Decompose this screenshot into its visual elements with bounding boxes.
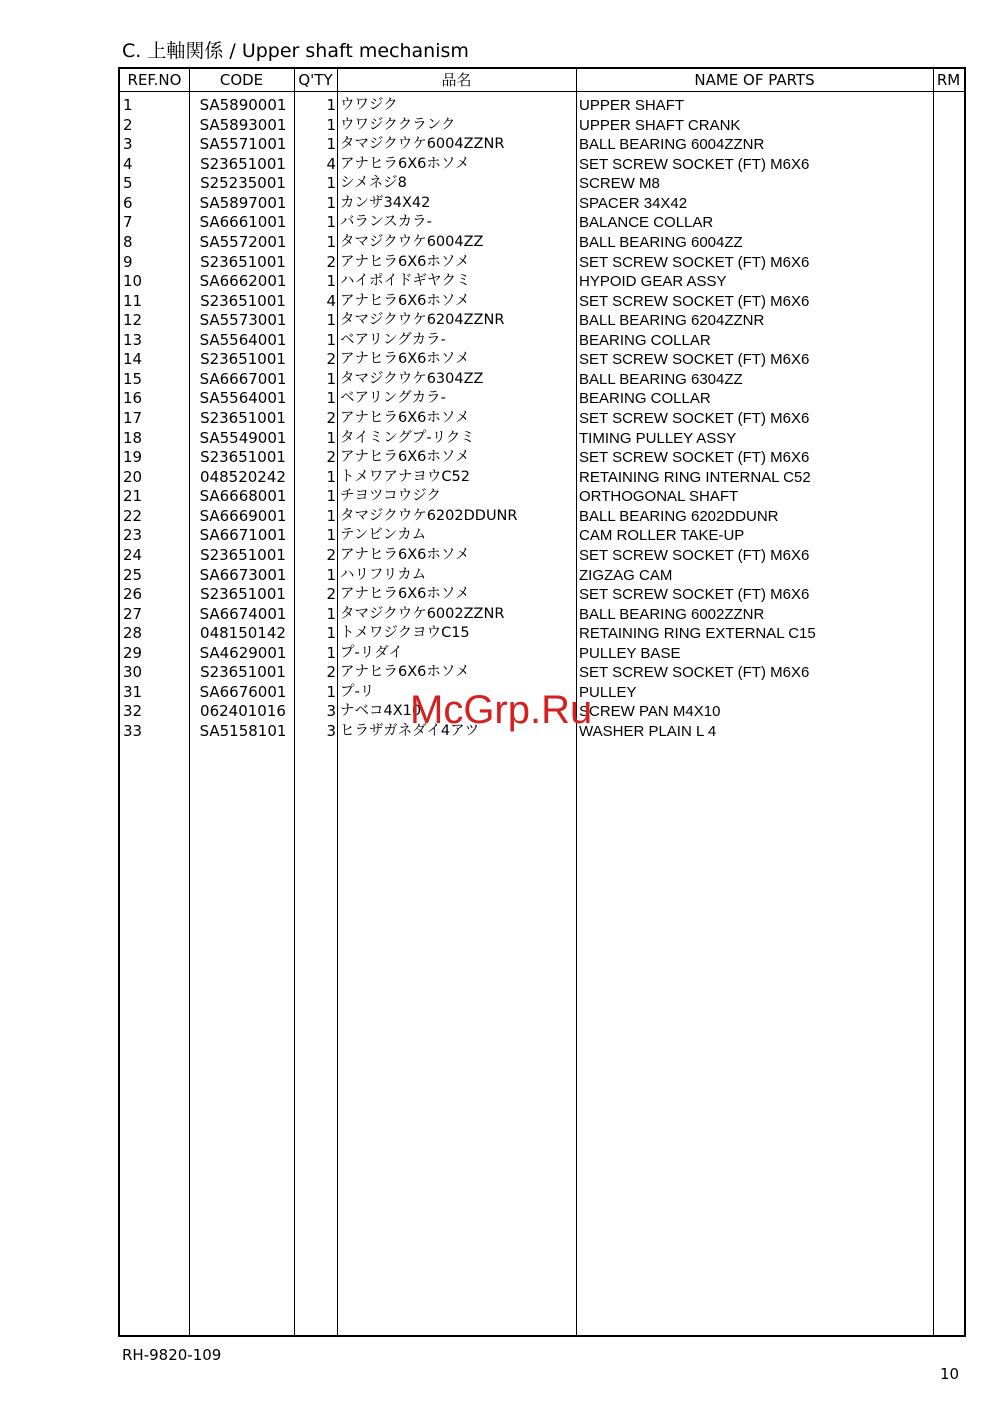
en-name-cell: PULLEY BASE bbox=[579, 644, 681, 662]
qty-cell: 1 bbox=[326, 369, 336, 388]
table-row bbox=[120, 429, 964, 449]
qty-cell: 1 bbox=[326, 213, 336, 232]
code-cell: SA6671001 bbox=[199, 526, 287, 545]
table-row bbox=[120, 507, 964, 527]
table-row bbox=[120, 331, 964, 351]
table-row bbox=[120, 546, 964, 566]
qty-cell: 1 bbox=[326, 96, 336, 114]
qty-cell: 1 bbox=[326, 565, 336, 584]
ref-cell: 10 bbox=[123, 272, 143, 291]
jp-name-cell: ヒラザガネダイ4アツ bbox=[340, 723, 480, 739]
en-name-cell: SCREW PAN M4X10 bbox=[579, 703, 721, 721]
table-row bbox=[120, 311, 964, 331]
code-cell: SA6674001 bbox=[199, 604, 287, 623]
code-cell: SA6662001 bbox=[199, 272, 287, 291]
en-name-cell: SET SCREW SOCKET (FT) M6X6 bbox=[579, 546, 810, 564]
en-name-cell: SET SCREW SOCKET (FT) M6X6 bbox=[579, 253, 810, 271]
ref-cell: 28 bbox=[123, 624, 143, 643]
qty-cell: 1 bbox=[326, 272, 336, 291]
code-cell: SA6668001 bbox=[199, 487, 287, 506]
table-row bbox=[120, 96, 964, 116]
code-cell: S23651001 bbox=[200, 448, 286, 467]
table-row bbox=[120, 624, 964, 644]
jp-name-cell: チヨツコウジク bbox=[340, 488, 441, 505]
ref-cell: 22 bbox=[123, 506, 143, 525]
table-row bbox=[120, 272, 964, 292]
jp-name-cell: ハリフリカム bbox=[340, 566, 427, 583]
code-cell: S23651001 bbox=[200, 291, 286, 310]
table-row bbox=[120, 174, 964, 194]
table-row bbox=[120, 487, 964, 507]
en-name-cell: SET SCREW SOCKET (FT) M6X6 bbox=[579, 449, 810, 467]
table-row bbox=[120, 213, 964, 233]
table-row bbox=[120, 605, 964, 625]
jp-name-cell: カンザ34X42 bbox=[340, 194, 431, 211]
en-name-cell: RETAINING RING INTERNAL C52 bbox=[579, 468, 811, 486]
code-cell: S23651001 bbox=[200, 154, 286, 173]
en-name-cell: BALL BEARING 6004ZZ bbox=[579, 233, 743, 251]
qty-cell: 1 bbox=[326, 311, 336, 330]
jp-name-cell: ナベコ4X10 bbox=[340, 703, 422, 720]
table-row bbox=[120, 526, 964, 546]
en-name-cell: SET SCREW SOCKET (FT) M6X6 bbox=[579, 664, 810, 682]
ref-cell: 31 bbox=[123, 682, 143, 701]
en-name-cell: ZIGZAG CAM bbox=[579, 566, 673, 584]
table-row bbox=[120, 350, 964, 370]
qty-cell: 2 bbox=[326, 448, 336, 467]
en-name-cell: HYPOID GEAR ASSY bbox=[579, 273, 727, 291]
code-cell: S23651001 bbox=[200, 350, 286, 369]
code-cell: SA5571001 bbox=[199, 135, 287, 154]
code-cell: SA4629001 bbox=[199, 643, 287, 662]
qty-cell: 1 bbox=[326, 174, 336, 193]
en-name-cell: SET SCREW SOCKET (FT) M6X6 bbox=[579, 292, 810, 310]
ref-cell: 24 bbox=[123, 545, 143, 564]
jp-name-cell: トメワアナヨウC52 bbox=[340, 468, 470, 485]
qty-cell: 1 bbox=[326, 135, 336, 154]
qty-cell: 3 bbox=[326, 702, 336, 721]
qty-cell: 1 bbox=[326, 643, 336, 662]
en-name-cell: SET SCREW SOCKET (FT) M6X6 bbox=[579, 155, 810, 173]
ref-cell: 20 bbox=[123, 467, 143, 486]
ref-cell: 3 bbox=[123, 135, 133, 154]
ref-cell: 13 bbox=[123, 330, 143, 349]
document-code: RH-9820-109 bbox=[122, 1346, 222, 1364]
code-cell: SA5564001 bbox=[199, 389, 287, 408]
qty-cell: 1 bbox=[326, 389, 336, 408]
qty-cell: 1 bbox=[326, 330, 336, 349]
jp-name-cell: アナヒラ6X6ホソメ bbox=[340, 253, 470, 270]
ref-cell: 11 bbox=[123, 291, 143, 310]
code-cell: SA6673001 bbox=[199, 565, 287, 584]
table-row bbox=[120, 194, 964, 214]
en-name-cell: BALL BEARING 6202DDUNR bbox=[579, 507, 779, 525]
en-name-cell: TIMING PULLEY ASSY bbox=[579, 429, 737, 447]
jp-name-cell: アナヒラ6X6ホソメ bbox=[340, 155, 470, 172]
header-jp-name: 品名 bbox=[441, 71, 472, 89]
jp-name-cell: ハイポイドギヤクミ bbox=[340, 273, 471, 290]
ref-cell: 26 bbox=[123, 585, 143, 604]
code-cell: SA6669001 bbox=[199, 506, 287, 525]
code-cell: S25235001 bbox=[200, 174, 286, 193]
ref-cell: 30 bbox=[123, 663, 143, 682]
ref-cell: 19 bbox=[123, 448, 143, 467]
table-row bbox=[120, 253, 964, 273]
table-row bbox=[120, 468, 964, 488]
en-name-cell: UPPER SHAFT bbox=[579, 97, 685, 114]
header-en-name: NAME OF PARTS bbox=[694, 71, 815, 89]
qty-cell: 1 bbox=[326, 428, 336, 447]
code-cell: SA6667001 bbox=[199, 369, 287, 388]
table-row bbox=[120, 448, 964, 468]
en-name-cell: SCREW M8 bbox=[579, 175, 660, 193]
ref-cell: 33 bbox=[123, 722, 143, 740]
table-row bbox=[120, 566, 964, 586]
code-cell: S23651001 bbox=[200, 409, 286, 427]
qty-cell: 2 bbox=[326, 409, 336, 427]
code-cell: S23651001 bbox=[200, 252, 286, 271]
en-name-cell: BALL BEARING 6304ZZ bbox=[579, 370, 743, 388]
code-cell: SA5564001 bbox=[199, 330, 287, 349]
en-name-cell: BALL BEARING 6002ZZNR bbox=[579, 605, 765, 623]
jp-name-cell: シメネジ8 bbox=[340, 175, 407, 192]
table-row bbox=[120, 292, 964, 312]
jp-name-cell: アナヒラ6X6ホソメ bbox=[340, 351, 470, 368]
qty-cell: 4 bbox=[326, 291, 336, 310]
header-qty: Q'TY bbox=[298, 71, 333, 89]
code-cell: SA5572001 bbox=[199, 232, 287, 251]
qty-cell: 1 bbox=[326, 506, 336, 525]
code-cell: SA5549001 bbox=[199, 428, 287, 447]
jp-name-cell: アナヒラ6X6ホソメ bbox=[340, 664, 470, 681]
en-name-cell: BALL BEARING 6004ZZNR bbox=[579, 136, 765, 154]
ref-cell: 15 bbox=[123, 369, 143, 388]
en-name-cell: PULLEY bbox=[579, 683, 637, 701]
code-cell: 048150142 bbox=[200, 624, 286, 643]
qty-cell: 1 bbox=[326, 526, 336, 545]
jp-name-cell: プ-リダイ bbox=[340, 644, 403, 661]
table-row bbox=[120, 389, 964, 409]
ref-cell: 6 bbox=[123, 193, 133, 212]
en-name-cell: RETAINING RING EXTERNAL C15 bbox=[579, 625, 816, 643]
code-cell: 062401016 bbox=[200, 702, 286, 721]
header-rm: RM bbox=[936, 71, 961, 89]
ref-cell: 17 bbox=[123, 409, 143, 427]
ref-cell: 25 bbox=[123, 565, 143, 584]
code-cell: S23651001 bbox=[200, 585, 286, 604]
en-name-cell: BEARING COLLAR bbox=[579, 331, 711, 349]
ref-cell: 32 bbox=[123, 702, 143, 721]
jp-name-cell: タマジクウケ6204ZZNR bbox=[340, 312, 505, 329]
jp-name-cell: プ-リ bbox=[340, 683, 375, 700]
code-cell: SA6661001 bbox=[199, 213, 287, 232]
qty-cell: 2 bbox=[326, 350, 336, 369]
en-name-cell: ORTHOGONAL SHAFT bbox=[579, 488, 739, 506]
jp-name-cell: トメワジクヨウC15 bbox=[340, 625, 470, 642]
en-name-cell: BEARING COLLAR bbox=[579, 390, 711, 408]
table-row bbox=[120, 409, 964, 429]
qty-cell: 1 bbox=[326, 467, 336, 486]
table-row bbox=[120, 370, 964, 390]
ref-cell: 12 bbox=[123, 311, 143, 330]
en-name-cell: SET SCREW SOCKET (FT) M6X6 bbox=[579, 586, 810, 604]
code-cell: SA5573001 bbox=[199, 311, 287, 330]
ref-cell: 29 bbox=[123, 643, 143, 662]
code-cell: SA5897001 bbox=[199, 193, 287, 212]
qty-cell: 1 bbox=[326, 232, 336, 251]
jp-name-cell: タマジクウケ6202DDUNR bbox=[340, 507, 518, 524]
en-name-cell: WASHER PLAIN L 4 bbox=[579, 723, 717, 740]
qty-cell: 2 bbox=[326, 252, 336, 271]
code-cell: SA5893001 bbox=[199, 115, 287, 134]
jp-name-cell: タマジクウケ6004ZZNR bbox=[340, 136, 505, 153]
qty-cell: 2 bbox=[326, 663, 336, 682]
code-cell: S23651001 bbox=[200, 545, 286, 564]
code-cell: S23651001 bbox=[200, 663, 286, 682]
table-row bbox=[120, 663, 964, 683]
jp-name-cell: タイミングプ-リクミ bbox=[340, 429, 475, 446]
table-row bbox=[120, 135, 964, 155]
code-cell: SA5890001 bbox=[199, 96, 287, 114]
watermark: McGrp.Ru bbox=[410, 688, 593, 732]
jp-name-cell: アナヒラ6X6ホソメ bbox=[340, 546, 470, 563]
jp-name-cell: アナヒラ6X6ホソメ bbox=[340, 410, 470, 426]
en-name-cell: SPACER 34X42 bbox=[579, 194, 688, 212]
en-name-cell: SET SCREW SOCKET (FT) M6X6 bbox=[579, 410, 810, 427]
ref-cell: 16 bbox=[123, 389, 143, 408]
jp-name-cell: アナヒラ6X6ホソメ bbox=[340, 586, 470, 603]
page-title: C. 上軸関係 / Upper shaft mechanism bbox=[122, 40, 469, 62]
ref-cell: 4 bbox=[123, 154, 133, 173]
en-name-cell: BALANCE COLLAR bbox=[579, 214, 714, 232]
table-row bbox=[120, 116, 964, 136]
table-row bbox=[120, 233, 964, 253]
header-ref: REF.NO bbox=[127, 71, 182, 89]
header-divider bbox=[120, 91, 964, 92]
header-code: CODE bbox=[219, 71, 264, 89]
qty-cell: 2 bbox=[326, 545, 336, 564]
en-name-cell: SET SCREW SOCKET (FT) M6X6 bbox=[579, 351, 810, 369]
jp-name-cell: タマジクウケ6004ZZ bbox=[340, 233, 484, 250]
qty-cell: 3 bbox=[326, 722, 336, 740]
table-row bbox=[120, 155, 964, 175]
ref-cell: 8 bbox=[123, 232, 133, 251]
code-cell: SA5158101 bbox=[199, 722, 287, 740]
table-row bbox=[120, 644, 964, 664]
code-cell: 048520242 bbox=[200, 467, 286, 486]
qty-cell: 4 bbox=[326, 154, 336, 173]
qty-cell: 1 bbox=[326, 624, 336, 643]
ref-cell: 21 bbox=[123, 487, 143, 506]
page-number: 10 bbox=[940, 1365, 960, 1383]
ref-cell: 7 bbox=[123, 213, 133, 232]
jp-name-cell: タマジクウケ6002ZZNR bbox=[340, 605, 505, 622]
ref-cell: 27 bbox=[123, 604, 143, 623]
qty-cell: 1 bbox=[326, 682, 336, 701]
ref-cell: 23 bbox=[123, 526, 143, 545]
ref-cell: 1 bbox=[123, 96, 133, 114]
table-body bbox=[120, 96, 964, 742]
jp-name-cell: ベアリングカラ- bbox=[340, 331, 446, 348]
jp-name-cell: バランスカラ- bbox=[340, 214, 432, 231]
jp-name-cell: テンビンカム bbox=[340, 527, 427, 544]
ref-cell: 2 bbox=[123, 115, 133, 134]
en-name-cell: CAM ROLLER TAKE-UP bbox=[579, 527, 745, 545]
jp-name-cell: ウワジク bbox=[340, 97, 398, 113]
jp-name-cell: ベアリングカラ- bbox=[340, 390, 446, 407]
qty-cell: 1 bbox=[326, 604, 336, 623]
qty-cell: 2 bbox=[326, 585, 336, 604]
qty-cell: 1 bbox=[326, 115, 336, 134]
ref-cell: 18 bbox=[123, 428, 143, 447]
code-cell: SA6676001 bbox=[199, 682, 287, 701]
jp-name-cell: ウワジククランク bbox=[340, 116, 456, 133]
qty-cell: 1 bbox=[326, 193, 336, 212]
ref-cell: 14 bbox=[123, 350, 143, 369]
jp-name-cell: アナヒラ6X6ホソメ bbox=[340, 292, 470, 309]
jp-name-cell: アナヒラ6X6ホソメ bbox=[340, 449, 470, 466]
en-name-cell: BALL BEARING 6204ZZNR bbox=[579, 312, 765, 330]
ref-cell: 5 bbox=[123, 174, 133, 193]
table-row bbox=[120, 585, 964, 605]
qty-cell: 1 bbox=[326, 487, 336, 506]
jp-name-cell: タマジクウケ6304ZZ bbox=[340, 370, 484, 387]
ref-cell: 9 bbox=[123, 252, 133, 271]
en-name-cell: UPPER SHAFT CRANK bbox=[579, 116, 741, 134]
